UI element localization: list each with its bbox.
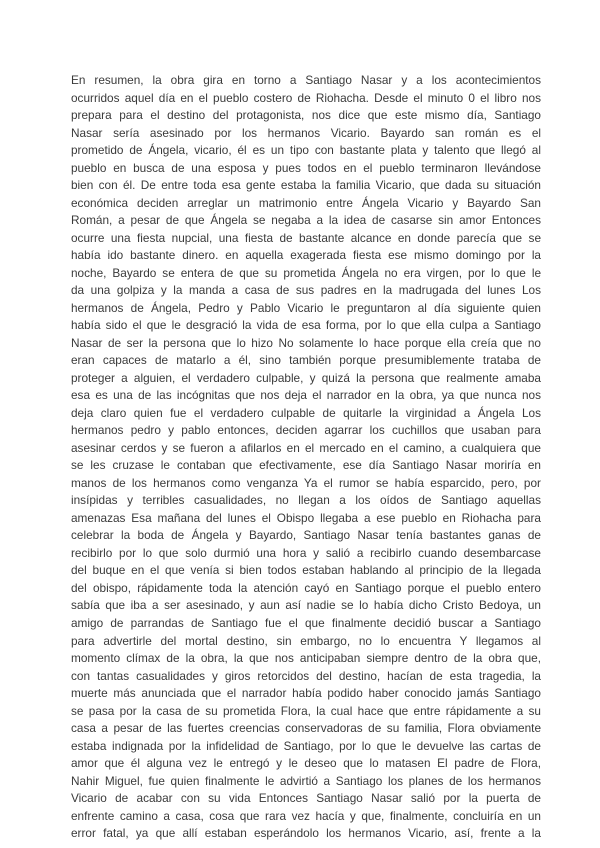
- paragraph-line: sabía que iba a ser asesinado, y aun así nadie se lo había dicho Cristo Bedoya, un: [71, 598, 541, 613]
- body-paragraph: [71, 72, 541, 843]
- paragraph-line: error fatal, ya que allí estaban esperándolo los hermanos Vicario, así, frente a la: [71, 826, 541, 841]
- paragraph-line: Román, a pesar de que Ángela se negaba a la idea de casarse sin amor Entonces: [71, 213, 541, 228]
- paragraph-line: manos de los hermanos como venganza Ya el rumor se había esparcido, pero, por: [71, 475, 541, 490]
- paragraph-line: prepara para el destino del protagonista, nos dice que este mismo día, Santiago: [71, 108, 541, 123]
- paragraph-line: se les cruzase le contaban que efectivamente, ese día Santiago Nasar moriría en: [71, 458, 541, 473]
- paragraph-line: se pasa por la casa de su prometida Flora, la cual hace que entre rápidamente a su: [71, 703, 541, 718]
- paragraph-line: casa a pesar de las fuertes creencias conservadoras de su familia, Flora obviamente: [71, 721, 541, 736]
- paragraph-line: eran capaces de matarlo a él, sino también porque presumiblemente trataba de: [71, 353, 541, 368]
- paragraph-line: Nasar sería asesinado por los hermanos Vicario. Bayardo san román es el: [71, 125, 541, 140]
- paragraph-line: Nahir Miguel, fue quien finalmente le advirtió a Santiago los planes de los hermanos: [71, 773, 541, 788]
- paragraph-line: enfrente camino a casa, cosa que rara vez hacía y que, finalmente, concluiría en un: [71, 808, 541, 823]
- paragraph-line: ocurre una fiesta nupcial, una fiesta de bastante alcance en donde parecía que se: [71, 230, 541, 245]
- paragraph-line: amenazas Esa mañana del lunes el Obispo llegaba a ese pueblo en Riohacha para: [71, 510, 541, 525]
- paragraph-line: estaba indignada por la infidelidad de Santiago, por lo que le devuelve las cartas de: [71, 738, 541, 753]
- paragraph-line: económica deciden arreglar un matrimonio entre Ángela Vicario y Bayardo San: [71, 195, 541, 210]
- paragraph-line: noche, Bayardo se entera de que su prometida Ángela no era virgen, por lo que le: [71, 265, 541, 280]
- paragraph-line: hermanos pedro y pablo entonces, deciden agarrar los cuchillos que usaban para: [71, 423, 541, 438]
- paragraph-line: celebrar la boda de Ángela y Bayardo, Santiago Nasar tenía bastantes ganas de: [71, 528, 541, 543]
- paragraph-line: para advertirle del mortal destino, sin embargo, no lo encuentra Y llegamos al: [71, 633, 541, 648]
- paragraph-line: Vicario de acabar con su vida Entonces Santiago Nasar salió por la puerta de: [71, 791, 541, 806]
- paragraph-line: prometido de Ángela, vicario, él es un tipo con bastante plata y talento que llegó al: [71, 143, 541, 158]
- paragraph-line: había sido el que le desgració la vida de esa forma, por lo que ella culpa a Santiago: [71, 318, 541, 333]
- paragraph-line: momento clímax de la obra, la que nos anticipaban siempre dentro de la obra que,: [71, 651, 541, 666]
- paragraph-line: bien con él. De entre toda esa gente estaba la familia Vicario, que dada su situación: [71, 178, 541, 193]
- paragraph-line: asesinar cerdos y se fueron a afilarlos en el mercado en el camino, a cualquiera que: [71, 440, 541, 455]
- paragraph-line: muerte más anunciada que el narrador había podido haber conocido jamás Santiago: [71, 686, 541, 701]
- paragraph-line: insípidas y terribles casualidades, no llegan a los oídos de Santiago aquellas: [71, 493, 541, 508]
- paragraph-line: pueblo en busca de una esposa y pues todos en el pueblo terminaron llevándose: [71, 160, 541, 175]
- paragraph-line: da una golpiza y la manda a casa de sus padres en la madrugada del lunes Los: [71, 283, 541, 298]
- paragraph-line: había ido bastante dinero. en aquella exagerada fiesta ese mismo domingo por la: [71, 248, 541, 263]
- paragraph-line: del buque en el que venía si bien todos estaban hablando al principio de la llegada: [71, 563, 541, 578]
- paragraph-line: del obispo, rápidamente toda la atención cayó en Santiago porque el pueblo entero: [71, 580, 541, 595]
- paragraph-line: amigo de parrandas de Santiago fue el que finalmente decidió buscar a Santiago: [71, 615, 541, 630]
- paragraph-line: esa es una de las incógnitas que nos deja el narrador en la obra, ya que nunca nos: [71, 388, 541, 403]
- paragraph-line: ocurridos aquel día en el pueblo costero de Riohacha. Desde el minuto 0 el libro nos: [71, 90, 541, 105]
- paragraph-line: con tantas casualidades y giros retorcidos del destino, hacían de esta tragedia, la: [71, 668, 541, 683]
- paragraph-line: amor que él alguna vez le entregó y le deseo que lo matasen El padre de Flora,: [71, 756, 541, 771]
- paragraph-line: Nasar de ser la persona que lo hizo No solamente lo hace porque ella creía que no: [71, 335, 541, 350]
- paragraph-line: En resumen, la obra gira en torno a Santiago Nasar y a los acontecimientos: [71, 73, 541, 87]
- paragraph-line: deja claro quien fue el verdadero culpable de quitarle la virginidad a Ángela Los: [71, 405, 541, 420]
- paragraph-line: proteger a alguien, el verdadero culpable, y quizá la persona que realmente amaba: [71, 370, 541, 385]
- paragraph-line: hermanos de Ángela, Pedro y Pablo Vicario le preguntaron al día siguiente quien: [71, 300, 541, 315]
- paragraph-line: recibirlo por lo que solo durmió una hora y salió a recibirlo cuando desembarcase: [71, 545, 541, 560]
